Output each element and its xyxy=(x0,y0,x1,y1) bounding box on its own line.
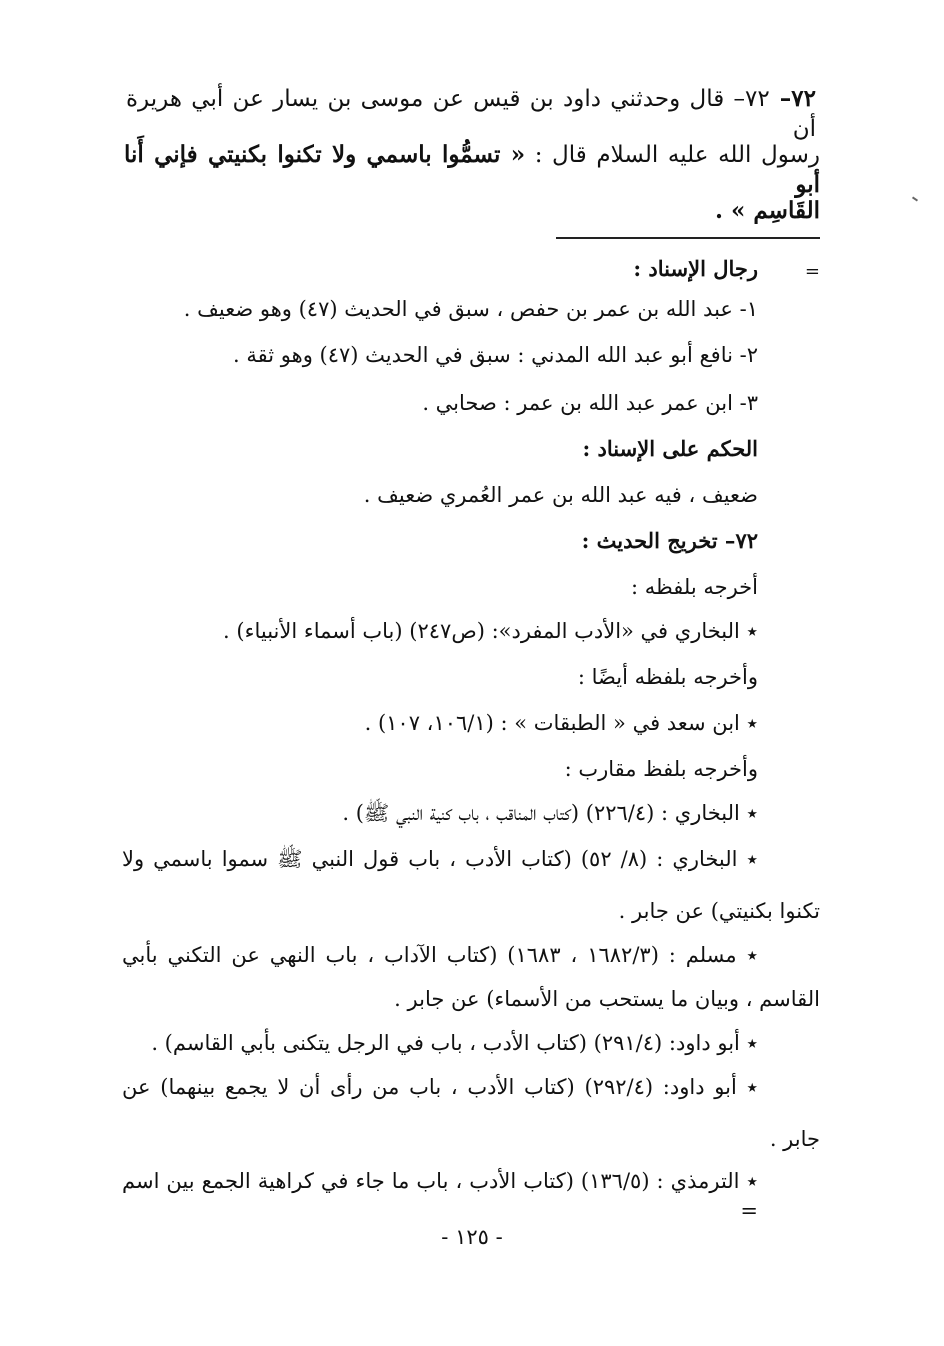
abudawud-2-line-1: ٭ أبو داود: (٢٩٢/٤) (كتاب الأدب ، باب من رأى أن لا يجمع بينهما) عن xyxy=(122,1075,758,1099)
bukhari-manaqib: ٭ البخاري : (٢٢٦/٤) (كتاب المناقب ، باب كنية النبي ﷺ) . xyxy=(342,801,758,825)
hadith-intro: رسول الله عليه السلام قال : xyxy=(525,142,820,168)
ukhraja-muqarib: وأخرجه بلفظ مقارب : xyxy=(564,757,758,781)
abudawud-2-line-2: جابر . xyxy=(769,1127,820,1151)
tirmidhi: ٭ الترمذي : (١٣٦/٥) (كتاب الأدب ، باب ما جاء في كراهية الجمع بين اسم = xyxy=(122,1169,758,1223)
margin-tick xyxy=(912,196,918,201)
bukhari-adab-line-2: تكنوا بكنيتي) عن جابر . xyxy=(618,899,820,923)
continuation-mark: = xyxy=(804,261,820,282)
narrator-3: ٣- ابن عمر عبد الله بن عمر : صحابي . xyxy=(422,391,758,415)
hadith-number: ٧٢– xyxy=(769,85,816,112)
muslim-line-2: القاسم ، وبيان ما يستحب من الأسماء) عن جابر . xyxy=(394,987,820,1011)
bukhari-adab-line-1: ٭ البخاري : (٨/ ٥٢) (كتاب الأدب ، باب قول النبي ﷺ سموا باسمي ولا xyxy=(122,847,758,871)
bukhari-adab-mufrad: ٭ البخاري في «الأدب المفرد»: (ص٢٤٧) (باب أسماء الأنبياء) . xyxy=(223,619,758,643)
page-number: - ١٢٥ - xyxy=(441,1225,503,1249)
rijal-heading: رجال الإسناد : xyxy=(633,256,758,281)
hukm-text: ضعيف ، فيه عبد الله بن عمر العُمري ضعيف . xyxy=(363,483,758,507)
narrator-1: ١- عبد الله بن عمر بن حفص ، سبق في الحديث (٤٧) وهو ضعيف . xyxy=(183,297,758,321)
abudawud-1: ٭ أبو داود: (٢٩١/٤) (كتاب الأدب ، باب في الرجل يتكنى بأبي القاسم) . xyxy=(151,1031,758,1055)
narrator-2: ٢- نافع أبو عبد الله المدني : سبق في الحديث (٤٧) وهو ثقة . xyxy=(233,343,758,367)
hadith-text-1: ٧٢– قال وحدثني داود بن قيس عن موسى بن يسار عن أبي هريرة أن xyxy=(126,86,816,142)
hadith-line-2 xyxy=(124,140,820,200)
ukhraja-aydan: وأخرجه بلفظه أيضًا : xyxy=(577,665,758,689)
ukhraja-bilafzih: أخرجه بلفظه : xyxy=(631,575,758,599)
muslim-line-1: ٭ مسلم : (١٦٨٢/٣ ، ١٦٨٣) (كتاب الآداب ، باب النهي عن التكني بأبي xyxy=(122,943,758,967)
hukm-heading: الحكم على الإسناد : xyxy=(582,436,758,461)
ibn-saad: ٭ ابن سعد في « الطبقات » : (١٠٦/١، ١٠٧) . xyxy=(364,711,758,735)
takhrij-heading: ٧٢– تخريج الحديث : xyxy=(581,528,758,553)
hadith-line-1 xyxy=(126,84,816,144)
hadith-line-3: القَاسِم » . xyxy=(714,197,820,224)
footnote-separator xyxy=(556,237,820,239)
hadith-matn-1: « تسمُّوا باسمي ولا تكنوا بكنيتي فإني أَنا أبو xyxy=(124,141,820,198)
